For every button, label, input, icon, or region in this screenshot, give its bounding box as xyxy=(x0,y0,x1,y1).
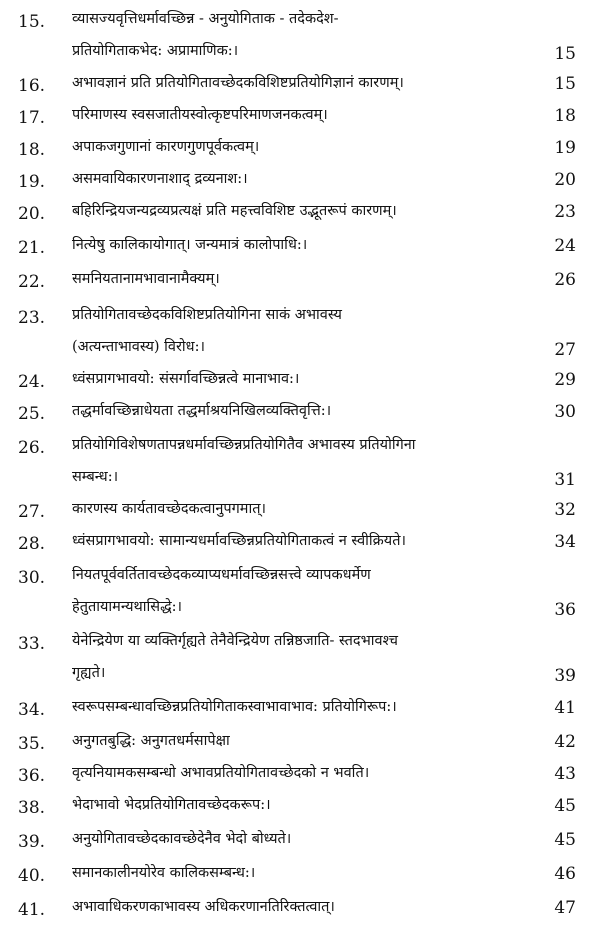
entry-number: 39. xyxy=(18,832,46,852)
entry-text-line: हेतुतायामन्यथासिद्धे:। xyxy=(72,599,183,615)
entry-text-line: नियतपूर्ववर्तितावच्छेदकव्याप्यधर्मावच्छिन्नसत्त्वे व्यापकधर्मेण xyxy=(72,567,371,583)
entry-text-line: व्यासज्यवृत्तिधर्मावच्छिन्न - अनुयोगिताक - तदेकदेश- xyxy=(72,11,339,27)
entry-number: 19. xyxy=(18,172,46,192)
entry-number: 21. xyxy=(18,238,46,258)
entry-text-line: भेदाभावो भेदप्रतियोगितावच्छेदकरूप:। xyxy=(72,797,271,813)
entry-number: 20. xyxy=(18,204,46,224)
entry-page-number: 39 xyxy=(554,666,576,686)
entry-page-number: 46 xyxy=(554,864,576,884)
entry-page-number: 45 xyxy=(554,830,576,850)
entry-number: 41. xyxy=(18,900,46,920)
entry-number: 25. xyxy=(18,404,46,424)
entry-number: 17. xyxy=(18,108,46,128)
entry-text-line: समनियतानामभावानामैक्यम्। xyxy=(72,271,220,287)
entry-text-line: प्रतियोगिताकभेद: अप्रामाणिक:। xyxy=(72,43,239,59)
entry-number: 18. xyxy=(18,140,46,160)
entry-text-line: परिमाणस्य स्वसजातीयस्वोत्कृष्टपरिमाणजनकत्वम्। xyxy=(72,107,328,123)
entry-page-number: 31 xyxy=(554,470,576,490)
entry-number: 24. xyxy=(18,372,46,392)
entry-page-number: 15 xyxy=(554,44,576,64)
entry-page-number: 32 xyxy=(554,500,576,520)
entry-page-number: 18 xyxy=(554,106,576,126)
entry-text-line: ध्वंसप्रागभावयो: संसर्गावच्छिन्नत्वे मानाभाव:। xyxy=(72,371,300,387)
entry-page-number: 47 xyxy=(554,898,576,918)
entry-number: 15. xyxy=(18,12,46,32)
entry-text-line: वृत्यनियामकसम्बन्धो अभावप्रतियोगितावच्छेदको न भवति। xyxy=(72,765,370,781)
entry-number: 33. xyxy=(18,634,46,654)
entry-page-number: 19 xyxy=(554,138,576,158)
entry-page-number: 36 xyxy=(554,600,576,620)
entry-page-number: 42 xyxy=(554,732,576,752)
entry-page-number: 27 xyxy=(554,340,576,360)
entry-text-line: तद्धर्मावच्छिन्नाधेयता तद्धर्माश्रयनिखिलव्यक्तिवृत्ति:। xyxy=(72,403,332,419)
entry-page-number: 23 xyxy=(554,202,576,222)
entry-page-number: 43 xyxy=(554,764,576,784)
entry-text-line: प्रतियोगितावच्छेदकविशिष्टप्रतियोगिना साकं अभावस्य xyxy=(72,307,342,323)
entry-text-line: ध्वंसप्रागभावयो: सामान्यधर्मावच्छिन्नप्रतियोगिताकत्वं न स्वीक्रियते। xyxy=(72,533,406,549)
entry-text-line: अभावज्ञानं प्रति प्रतियोगितावच्छेदकविशिष्टप्रतियोगिज्ञानं कारणम्। xyxy=(72,75,404,91)
entry-page-number: 30 xyxy=(554,402,576,422)
entry-number: 26. xyxy=(18,438,46,458)
entry-text-line: सम्बन्ध:। xyxy=(72,469,119,485)
entry-page-number: 29 xyxy=(554,370,576,390)
entry-number: 34. xyxy=(18,700,46,720)
entry-text-line: अनुयोगितावच्छेदकावच्छेदेनैव भेदो बोध्यते। xyxy=(72,831,292,847)
entry-text-line: कारणस्य कार्यतावच्छेदकत्वानुपगमात्। xyxy=(72,501,266,517)
entry-text-line: येनेन्द्रियेण या व्यक्तिर्गृह्यते तेनैवेन्द्रियेण तन्निष्ठजाति- स्तदभावश्च xyxy=(72,633,398,649)
entry-text-line: असमवायिकारणनाशाद् द्रव्यनाश:। xyxy=(72,171,248,187)
entry-number: 16. xyxy=(18,76,46,96)
entry-number: 36. xyxy=(18,766,46,786)
entry-text-line: अपाकजगुणानां कारणगुणपूर्वकत्वम्। xyxy=(72,139,260,155)
entry-text-line: (अत्यन्ताभावस्य) विरोध:। xyxy=(72,339,205,355)
entry-number: 23. xyxy=(18,308,46,328)
entry-text-line: समानकालीनयोरेव कालिकसम्बन्ध:। xyxy=(72,865,256,881)
entry-number: 28. xyxy=(18,534,46,554)
entry-number: 22. xyxy=(18,272,46,292)
entry-number: 30. xyxy=(18,568,46,588)
entry-text-line: अभावाधिकरणकाभावस्य अधिकरणानतिरिक्तत्वात्। xyxy=(72,899,335,915)
entry-page-number: 45 xyxy=(554,796,576,816)
entry-page-number: 41 xyxy=(554,698,576,718)
entry-number: 40. xyxy=(18,866,46,886)
entry-text-line: गृह्यते। xyxy=(72,665,106,681)
entry-number: 35. xyxy=(18,734,46,754)
entry-text-line: प्रतियोगिविशेषणतापन्नधर्मावच्छिन्नप्रतियोगितैव अभावस्य प्रतियोगिना xyxy=(72,437,416,453)
entry-text-line: नित्येषु कालिकायोगात्। जन्यमात्रं कालोपाधि:। xyxy=(72,237,308,253)
entry-page-number: 26 xyxy=(554,270,576,290)
entry-text-line: बहिरिन्द्रियजन्यद्रव्यप्रत्यक्षं प्रति महत्त्वविशिष्ट उद्भूतरूपं कारणम्। xyxy=(72,203,397,219)
entry-number: 38. xyxy=(18,798,46,818)
entry-page-number: 24 xyxy=(554,236,576,256)
entry-page-number: 34 xyxy=(554,532,576,552)
entry-page-number: 15 xyxy=(554,74,576,94)
entry-page-number: 20 xyxy=(554,170,576,190)
entry-text-line: अनुगतबुद्धि: अनुगतधर्मसापेक्षा xyxy=(72,733,230,749)
entry-number: 27. xyxy=(18,502,46,522)
entry-text-line: स्वरूपसम्बन्धावच्छिन्नप्रतियोगिताकस्वाभावाभाव: प्रतियोगिरूप:। xyxy=(72,699,397,715)
